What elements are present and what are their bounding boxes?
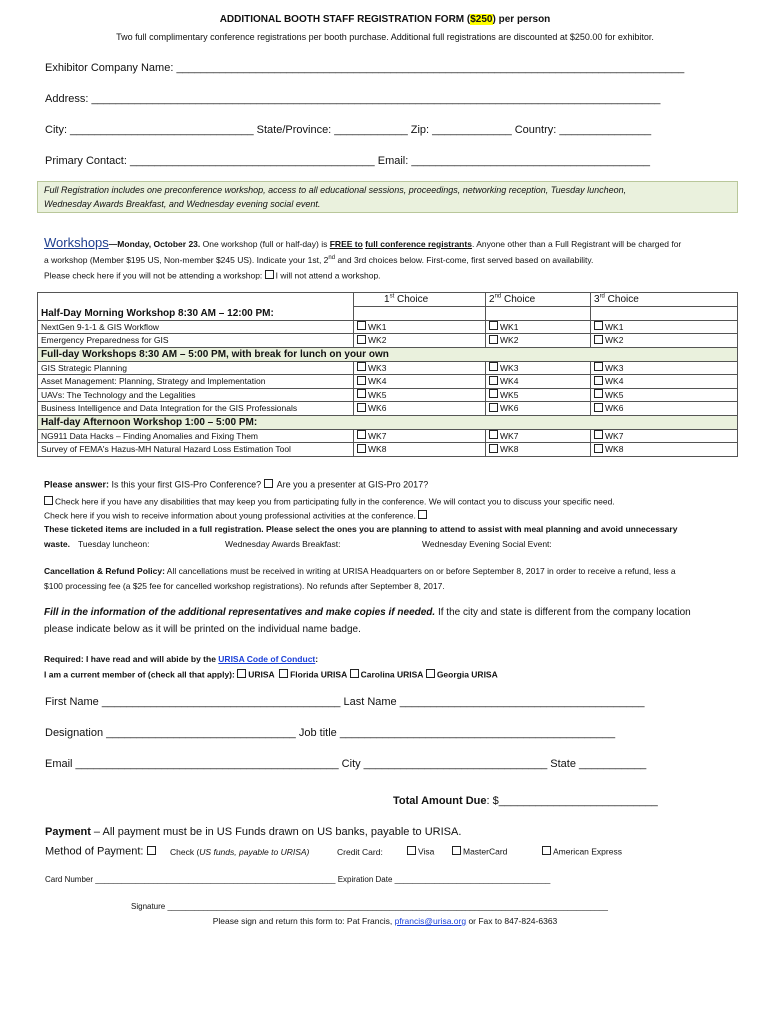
please-answer-label: Please answer: bbox=[44, 479, 110, 490]
code-of-conduct-link[interactable]: URISA Code of Conduct bbox=[218, 654, 316, 664]
no-workshop-checkbox[interactable] bbox=[265, 270, 274, 279]
tuesday-luncheon[interactable]: Tuesday luncheon: bbox=[78, 539, 150, 549]
choice2-wk6[interactable]: WK6 bbox=[486, 402, 591, 416]
table-row bbox=[38, 375, 738, 389]
choice3-wk6[interactable]: WK6 bbox=[591, 402, 738, 416]
primary-contact-email-field[interactable]: Primary Contact: ________________________________________ Email: _______________________________________ bbox=[45, 155, 650, 167]
please-answer-row bbox=[44, 479, 428, 490]
reps-rest: If the city and state is different from the company location bbox=[435, 607, 691, 618]
choice3-wk3[interactable]: WK3 bbox=[591, 361, 738, 375]
mastercard-checkbox[interactable] bbox=[452, 846, 461, 855]
full-reg-note-line2: Wednesday Awards Breakfast, and Wednesday evening social event. bbox=[44, 199, 321, 209]
section-title-morning: Half-Day Morning Workshop 8:30 AM – 12:00 PM: bbox=[38, 307, 354, 321]
section-title-fullday: Full-day Workshops 8:30 AM – 5:00 PM, with break for lunch on your own bbox=[38, 347, 738, 361]
workshops-pricing bbox=[44, 256, 593, 265]
code-of-conduct-row: Required: I have read and will abide by the URISA Code of Conduct: bbox=[44, 654, 319, 664]
payment-text: – All payment must be in US Funds drawn on US banks, payable to URISA. bbox=[90, 826, 462, 838]
form-subtitle: Two full complimentary conference registrations per booth purchase. Additional full registrations are discounted at $250.00 for exhibitor. bbox=[116, 32, 654, 42]
pricing-a: a workshop (Member $195 US, Non-member $245 US). Indicate your 1st, 2 bbox=[44, 255, 329, 265]
card-number-expiration-field[interactable]: Card Number ______________________________________________________ Expiration Date ___________________________________ bbox=[45, 875, 551, 884]
reps-instructions bbox=[44, 608, 691, 618]
section-title-afternoon: Half-day Afternoon Workshop 1:00 – 5:00 PM: bbox=[38, 415, 738, 429]
amex-checkbox[interactable] bbox=[542, 846, 551, 855]
exhibitor-company-field[interactable]: Exhibitor Company Name: ___________________________________________________________________________________ bbox=[45, 62, 685, 74]
choice2-wk5[interactable]: WK5 bbox=[486, 388, 591, 402]
table-row bbox=[38, 429, 738, 443]
cancellation-label: Cancellation & Refund Policy: bbox=[44, 566, 165, 576]
choice3-wk5[interactable]: WK5 bbox=[591, 388, 738, 402]
choice1-wk3[interactable]: WK3 bbox=[354, 361, 486, 375]
total-blank: : $__________________________ bbox=[486, 795, 658, 807]
workshop-name: Business Intelligence and Data Integration for the GIS Professionals bbox=[38, 402, 354, 416]
full-reg-note-line1: Full Registration includes one preconference workshop, access to all educational sessions, proceedings, networking reception, Tuesday luncheon, bbox=[44, 185, 627, 195]
florida-urisa-checkbox[interactable] bbox=[279, 669, 288, 678]
carolina-urisa-checkbox[interactable] bbox=[350, 669, 359, 678]
free-text: FREE to bbox=[329, 239, 363, 249]
table-row bbox=[38, 402, 738, 416]
workshops-intro-b: . Anyone other than a Full Registrant will be charged for bbox=[471, 239, 682, 249]
section-row bbox=[38, 307, 738, 321]
pricing-b: and 3rd choices below. First-come, first served based on availability. bbox=[335, 255, 594, 265]
credit-card-label: Credit Card: bbox=[337, 847, 383, 857]
table-header-blank bbox=[38, 293, 354, 307]
table-row bbox=[38, 320, 738, 334]
table-header-row bbox=[38, 293, 738, 307]
section-row bbox=[38, 347, 738, 361]
workshops-intro-a: One workshop (full or half-day) is bbox=[200, 239, 330, 249]
choice1-wk4[interactable]: WK4 bbox=[354, 375, 486, 389]
table-row bbox=[38, 388, 738, 402]
code-of-conduct-label: Required: I have read and will abide by the bbox=[44, 654, 219, 664]
reps-bold: Fill in the information of the additional representatives and make copies if needed. bbox=[44, 607, 436, 618]
membership-label: I am a current member of (check all that apply): bbox=[44, 669, 238, 680]
title-text: ADDITIONAL BOOTH STAFF REGISTRATION FORM ( bbox=[219, 14, 471, 25]
title-price: $250 bbox=[470, 14, 493, 25]
wednesday-breakfast[interactable]: Wednesday Awards Breakfast: bbox=[225, 539, 341, 549]
workshop-table bbox=[37, 292, 738, 457]
first-gis-checkbox[interactable] bbox=[264, 479, 273, 488]
mastercard-option[interactable]: MasterCard bbox=[452, 846, 507, 856]
first-gis-question: Is this your first GIS-Pro Conference? bbox=[109, 479, 264, 490]
amex-option[interactable]: American Express bbox=[542, 846, 622, 856]
choice1-wk8[interactable]: WK8 bbox=[354, 443, 486, 457]
org-florida-urisa: Florida URISA bbox=[290, 669, 348, 680]
check-option: Check (US funds, payable to URISA) bbox=[170, 847, 310, 857]
payment-row bbox=[45, 827, 461, 838]
choice3-wk8[interactable]: WK8 bbox=[591, 443, 738, 457]
choice2-wk4[interactable]: WK4 bbox=[486, 375, 591, 389]
workshops-intro bbox=[44, 236, 681, 249]
return-instructions: Please sign and return this form to: Pat Francis, pfrancis@urisa.org or Fax to 847-824-6363 bbox=[212, 916, 558, 926]
visa-option[interactable]: Visa bbox=[407, 846, 434, 856]
org-urisa: URISA bbox=[248, 669, 277, 680]
table-row bbox=[38, 443, 738, 457]
method-of-payment-label: Method of Payment: bbox=[45, 846, 158, 858]
workshop-name: NG911 Data Hacks – Finding Anomalies and Fixing Them bbox=[38, 429, 354, 443]
choice3-wk1[interactable]: WK1 bbox=[591, 320, 738, 334]
young-pro-text: Check here if you wish to receive information about young professional activities at the conference. bbox=[44, 510, 419, 521]
workshops-date: —Monday, October 23. bbox=[108, 239, 201, 249]
urisa-checkbox[interactable] bbox=[237, 669, 246, 678]
workshop-name: Emergency Preparedness for GIS bbox=[38, 334, 354, 348]
email-city-state-field[interactable]: Email ___________________________________________ City ______________________________ State ___________ bbox=[45, 758, 647, 770]
check-checkbox[interactable] bbox=[147, 846, 156, 855]
email-link[interactable]: pfrancis@urisa.org bbox=[394, 916, 467, 926]
table-row bbox=[38, 361, 738, 375]
waste-text: waste. bbox=[44, 539, 70, 549]
cancellation-line1 bbox=[44, 567, 676, 576]
workshops-heading: Workshops bbox=[44, 235, 109, 250]
choice1-wk5[interactable]: WK5 bbox=[354, 388, 486, 402]
workshop-name: UAVs: The Technology and the Legalities bbox=[38, 388, 354, 402]
signature-field[interactable]: Signature ___________________________________________________________________________________________________ bbox=[131, 902, 608, 911]
full-registrants-text: full conference registrants bbox=[365, 239, 472, 249]
choice2-wk1[interactable]: WK1 bbox=[486, 320, 591, 334]
choice2-wk3[interactable]: WK3 bbox=[486, 361, 591, 375]
designation-jobtitle-field[interactable]: Designation _______________________________ Job title _____________________________________________ bbox=[45, 727, 616, 739]
address-field[interactable]: Address: _____________________________________________________________________________________________ bbox=[45, 93, 661, 105]
choice-header-1: 1st Choice bbox=[354, 293, 486, 307]
ticketed-items-text: These ticketed items are included in a full registration. Please select the ones you are planning to attend to assist with meal planning and avoid unnecessary bbox=[44, 524, 678, 534]
young-pro-checkbox[interactable] bbox=[418, 510, 427, 519]
choice-header-3: 3rd Choice bbox=[591, 293, 738, 307]
no-workshop-row bbox=[44, 270, 381, 280]
total-amount-due-field[interactable] bbox=[393, 796, 658, 807]
cancellation-text1: All cancellations must be received in writing at URISA Headquarters on or before September 8, 2017 in order to receive a refund, less a bbox=[164, 566, 676, 576]
choice3-wk7[interactable]: WK7 bbox=[591, 429, 738, 443]
visa-checkbox[interactable] bbox=[407, 846, 416, 855]
org-carolina-urisa: Carolina URISA bbox=[360, 669, 424, 680]
choice3-wk2[interactable]: WK2 bbox=[591, 334, 738, 348]
choice2-wk7[interactable]: WK7 bbox=[486, 429, 591, 443]
meal-row bbox=[44, 540, 70, 549]
section-row bbox=[38, 415, 738, 429]
choice1-wk1[interactable]: WK1 bbox=[354, 320, 486, 334]
no-workshop-prompt: Please check here if you will not be attending a workshop: bbox=[44, 270, 265, 281]
choice1-wk7[interactable]: WK7 bbox=[354, 429, 486, 443]
workshop-name: Asset Management: Planning, Strategy and Implementation bbox=[38, 375, 354, 389]
no-workshop-label: I will not attend a workshop. bbox=[275, 270, 381, 281]
workshop-name: Survey of FEMA's Hazus-MH Natural Hazard Loss Estimation Tool bbox=[38, 443, 354, 457]
wednesday-social[interactable]: Wednesday Evening Social Event: bbox=[422, 539, 552, 549]
workshop-name: GIS Strategic Planning bbox=[38, 361, 354, 375]
payment-label: Payment bbox=[45, 826, 91, 838]
title-suffix: ) per person bbox=[492, 14, 551, 25]
form-title bbox=[0, 15, 770, 25]
membership-row bbox=[44, 669, 498, 679]
georgia-urisa-checkbox[interactable] bbox=[426, 669, 435, 678]
presenter-question: Are you a presenter at GIS-Pro 2017? bbox=[274, 479, 429, 490]
workshop-name: NextGen 9-1-1 & GIS Workflow bbox=[38, 320, 354, 334]
choice3-wk4[interactable]: WK4 bbox=[591, 375, 738, 389]
total-label: Total Amount Due bbox=[393, 795, 487, 807]
reps-line2: please indicate below as it will be printed on the individual name badge. bbox=[44, 624, 361, 635]
choice1-wk6[interactable]: WK6 bbox=[354, 402, 486, 416]
disability-checkbox[interactable] bbox=[44, 496, 53, 505]
name-field[interactable]: First Name _______________________________________ Last Name ________________________________________ bbox=[45, 696, 645, 708]
org-georgia-urisa: Georgia URISA bbox=[436, 669, 498, 680]
choice2-wk8[interactable]: WK8 bbox=[486, 443, 591, 457]
disability-row bbox=[44, 496, 615, 506]
choice1-wk2[interactable]: WK2 bbox=[354, 334, 486, 348]
cancellation-line2: $100 processing fee (a $25 fee for cancelled workshop registrations). No refunds after September 8, 2017. bbox=[44, 581, 445, 591]
choice2-wk2[interactable]: WK2 bbox=[486, 334, 591, 348]
table-row bbox=[38, 334, 738, 348]
disability-text: Check here if you have any disabilities that may keep you from participating fully in the conference. We will contact you to discuss your specific need. bbox=[55, 496, 615, 507]
pricing-sup: nd bbox=[328, 255, 336, 262]
young-pro-row bbox=[44, 510, 429, 520]
city-state-zip-country-field[interactable]: City: ______________________________ State/Province: ____________ Zip: _____________ Country: _______________ bbox=[45, 124, 652, 136]
choice-header-2: 2nd Choice bbox=[486, 293, 591, 307]
